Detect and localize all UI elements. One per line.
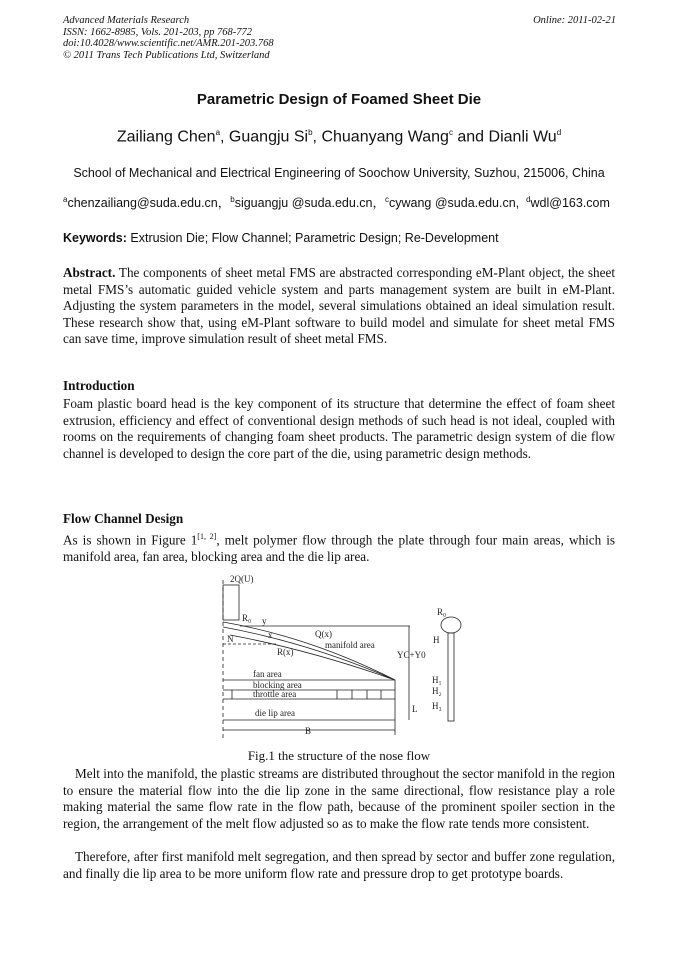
email: wdl@163.com [530, 196, 610, 210]
label-r0: R₀ [242, 613, 252, 623]
sep: and [452, 128, 489, 146]
label-n: N [227, 634, 234, 644]
author-sup: b [308, 128, 313, 137]
sep: , [312, 128, 322, 146]
flow-text-b: , melt polymer flow through the plate through four main areas, which is manifold area, fan area, blocking area and the die lip area. [63, 532, 616, 564]
label-r0-right: R₀ [437, 607, 447, 617]
doi: doi:10.4028/www.scientific.net/AMR.201-203.768 [63, 38, 274, 49]
label-qx: Q(x) [315, 629, 332, 639]
email-sup: a [63, 194, 68, 204]
email-sup: b [230, 194, 235, 204]
right-circle [441, 617, 461, 633]
abstract [63, 265, 615, 348]
paper-title: Parametric Design of Foamed Sheet Die [196, 91, 482, 108]
paragraph: Therefore, after first manifold melt segregation, and then spread by sector and buffer zone regulation, and finally die lip area to be more uniform flow rate and pressure drop to get prototype boards. [63, 849, 615, 881]
label-h: H [433, 635, 440, 645]
keywords-label: Keywords: [63, 231, 127, 245]
label-x: x [268, 630, 273, 640]
author: Dianli Wu [488, 128, 557, 146]
author: Guangju Si [228, 128, 309, 146]
label-h1: H₁ [432, 675, 442, 685]
figure-caption: Fig.1 the structure of the nose flow [247, 748, 431, 763]
email: siguangju @suda.edu.cn， [234, 196, 385, 210]
label-dielip: die lip area [255, 708, 295, 718]
paragraph: Melt into the manifold, the plastic streams are distributed throughout the sector manifold in the region to ensure the material flow into the die lip zone in the same directional, flow resistance play a role making material the same flow rate in the flow path, because of the prominent spoiler section in the region, the arrangement of the melt flow adjusted so as to make the flow rate tends more consistent. [63, 766, 615, 831]
label-blocking: blocking area [253, 680, 302, 690]
label-b: B [305, 726, 312, 736]
figure-1 [200, 575, 480, 745]
author: Zailiang Chen [116, 128, 216, 146]
online-date: Online: 2011-02-21 [533, 15, 616, 26]
label-manifold: manifold area [325, 640, 375, 650]
intro-heading: Introduction [63, 378, 135, 393]
right-section [448, 633, 454, 721]
label-fan: fan area [253, 669, 282, 679]
emails [63, 193, 610, 211]
email: chenzailiang@suda.edu.cn， [67, 196, 231, 210]
flow-heading: Flow Channel Design [63, 511, 184, 526]
journal-name: Advanced Materials Research [63, 15, 190, 26]
email: cywang @suda.edu.cn, [389, 196, 527, 210]
label-rx: R(x) [277, 647, 294, 657]
authors [0, 128, 678, 146]
intro-text: Foam plastic board head is the key component of its structure that determine the effect of foam sheet extrusion, efficiency and effect of conventional design methods of such head is not ideal, coupled with rooms on the requirements of changing foam sheet products. The parametric design system of die flow channel is developed to design the core part of the die, using parametric design methods. [63, 396, 615, 461]
journal-info [63, 15, 274, 61]
author-sup: d [556, 128, 562, 137]
flow-text-a: As is shown in Figure 1 [63, 532, 198, 548]
keywords [63, 231, 499, 245]
label-l: L [412, 704, 418, 714]
author-sup: a [215, 128, 221, 137]
label-h2: H₂ [432, 686, 442, 696]
inlet-pipe [223, 585, 239, 620]
author: Chuanyang Wang [321, 128, 449, 146]
keywords-text: Extrusion Die; Flow Channel; Parametric Design; Re-Development [126, 231, 499, 245]
label-h3: H₃ [432, 701, 442, 711]
abstract-text: The components of sheet metal FMS are abstracted corresponding eM-Plant object, the sheet metal FMS’s automatic guided vehicle system and parts management system are built in eM-Plant. Adjusting the system parameters in the model, several simulations obtained an ideal simulation result. These research show that, using eM-Plant software to build model and simulate for sheet metal FMS can save time, improve simulation result of sheet metal FMS. [63, 265, 615, 347]
abstract-label: Abstract. [63, 265, 116, 280]
label-yc: YC+Y0 [397, 650, 426, 660]
label-throttle: throttle area [253, 689, 297, 699]
citation: [1, 2] [197, 532, 217, 541]
label-y: y [262, 616, 267, 626]
email-sup: c [385, 194, 389, 204]
email-sup: d [526, 194, 531, 204]
issn: ISSN: 1662-8985, Vols. 201-203, pp 768-772 [63, 26, 252, 38]
affiliation: School of Mechanical and Electrical Engineering of Soochow University, Suzhou, 215006, China [73, 166, 605, 180]
author-sup: c [448, 128, 453, 137]
sep: , [220, 128, 229, 146]
label-q: 2Q(U) [230, 575, 254, 584]
flow-text [63, 529, 615, 566]
copyright: © 2011 Trans Tech Publications Ltd, Switzerland [63, 49, 270, 61]
